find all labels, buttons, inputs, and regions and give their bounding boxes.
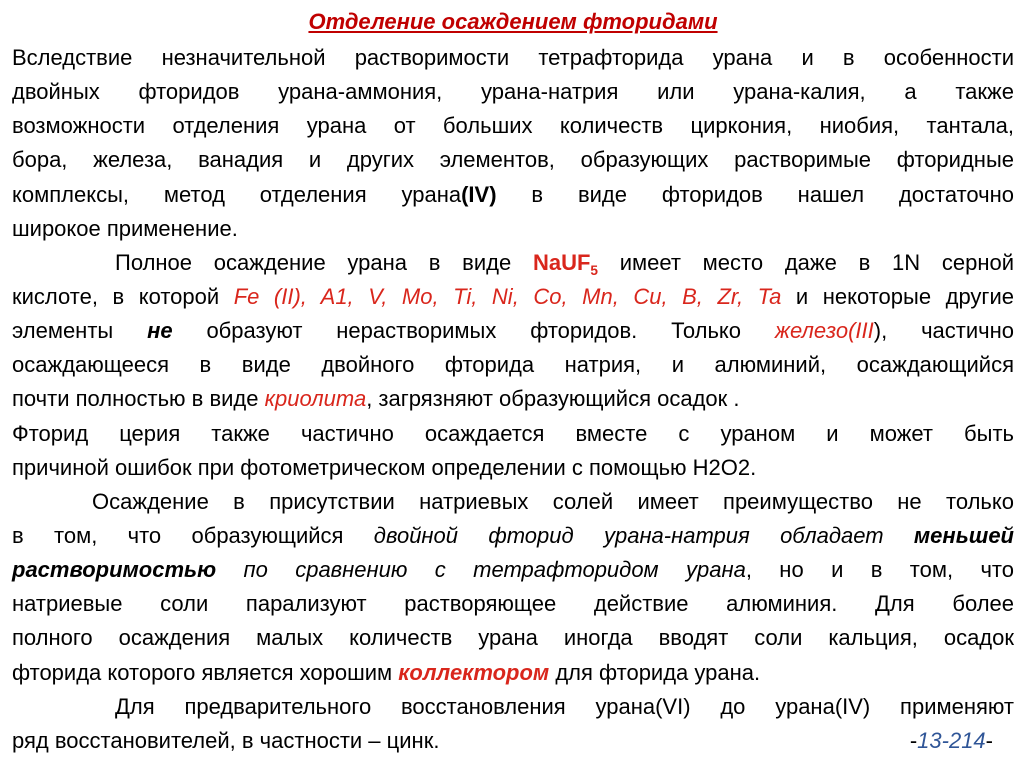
- text-line: [12, 212, 1014, 246]
- text-segment: осаждающееся в виде двойного фторида натрия, и алюминий, осаждающийся: [12, 352, 1014, 378]
- text-segment: Полное осаждение урана в виде: [115, 249, 533, 275]
- text-line: [12, 143, 1014, 177]
- formula-nauf5: NaUF: [532, 249, 591, 275]
- text-segment: Фторид церия также частично осаждается вместе с ураном и может быть: [12, 420, 1014, 446]
- paragraph: [12, 246, 1014, 417]
- formula-subscript: 5: [590, 262, 598, 278]
- text-segment: полного осаждения малых количеств урана иногда вводят соли кальция, осадок: [12, 625, 1014, 651]
- italic-phrase: двойной фторид урана-натрия обладает: [373, 522, 914, 548]
- text-line: [12, 246, 1014, 280]
- page-number-prefix: -: [909, 727, 918, 753]
- text-segment: для фторида урана.: [549, 659, 761, 685]
- text-line: [12, 656, 1014, 690]
- text-segment: , но и в том, что: [745, 557, 1014, 583]
- text-line: [12, 348, 1014, 382]
- paragraph: [12, 417, 1014, 485]
- text-segment: , загрязняют образующийся осадок .: [366, 386, 740, 412]
- element-list: Fe (II), A1, V, Mo, Ti, Ni, Co, Mn, Cu, B, Zr, Ta: [233, 283, 782, 309]
- text-segment: кислоте, в которой: [12, 283, 234, 309]
- text-line: [12, 178, 1014, 212]
- text-line: [12, 587, 1014, 621]
- emphasis-bold-italic: меньшей: [913, 522, 1014, 548]
- text-segment: ряд восстановителей, в частности – цинк.: [12, 727, 440, 753]
- text-segment: ), частично: [873, 318, 1014, 344]
- term-collector: коллектором: [398, 659, 550, 685]
- text-line: [12, 314, 1014, 348]
- text-segment: причиной ошибок при фотометрическом определении с помощью Н2О2.: [12, 454, 757, 480]
- emphasis-bold-italic: растворимостью: [12, 557, 217, 583]
- text-segment: широкое применение.: [12, 215, 238, 241]
- page-number: [910, 724, 993, 758]
- text-line: [12, 690, 1014, 724]
- text-line: [12, 75, 1014, 109]
- text-segment: бора, железа, ванадия и других элементов, образующих растворимые фторидные: [12, 147, 1014, 173]
- slide-title: Отделение осаждением фторидами: [308, 9, 718, 34]
- paragraph: [12, 485, 1014, 690]
- page-number-suffix: -: [985, 727, 993, 753]
- text-line: [12, 382, 1014, 416]
- text-segment: имеет место даже в 1N серной: [597, 249, 1014, 275]
- emphasis-not: не: [147, 318, 173, 344]
- paragraph: [12, 690, 1014, 758]
- text-segment: образуют нерастворимых фторидов. Только: [172, 318, 775, 344]
- italic-phrase: по сравнению с тетрафторидом урана: [216, 557, 746, 583]
- page-number-value: 13-214: [917, 727, 986, 753]
- text-segment: в том, что образующийся: [12, 522, 374, 548]
- text-segment: Осаждение в присутствии натриевых солей имеет преимущество не только: [92, 488, 1014, 514]
- text-line: [12, 451, 1014, 485]
- text-line: [12, 621, 1014, 655]
- oxidation-state-bold: (IV): [461, 181, 497, 207]
- text-segment: комплексы, метод отделения урана: [12, 181, 462, 207]
- text-line: [12, 109, 1014, 143]
- text-line: [12, 417, 1014, 451]
- term-iron-iii: железо(III: [774, 318, 874, 344]
- text-line: [12, 280, 1014, 314]
- text-segment: натриевые соли парализуют растворяющее действие алюминия. Для более: [12, 591, 1014, 617]
- term-cryolite: криолита: [264, 386, 367, 412]
- text-segment: фторида которого является хорошим: [12, 659, 399, 685]
- text-segment: почти полностью в виде: [12, 386, 265, 412]
- document-page: [12, 5, 1014, 758]
- text-segment: двойных фторидов урана-аммония, урана-натрия или урана-калия, а также: [12, 79, 1014, 105]
- text-segment: и некоторые другие: [781, 283, 1014, 309]
- text-segment: Вследствие незначительной растворимости тетрафторида урана и в особенности: [12, 45, 1014, 70]
- text-segment: в виде фторидов нашел достаточно: [496, 181, 1014, 207]
- text-line: [12, 724, 1014, 758]
- text-line: [12, 553, 1014, 587]
- text-line: [12, 41, 1014, 75]
- text-line: [12, 519, 1014, 553]
- text-segment: Для предварительного восстановления урана(VI) до урана(IV) применяют: [115, 693, 1014, 719]
- text-segment: возможности отделения урана от больших количеств циркония, ниобия, тантала,: [12, 113, 1014, 139]
- text-segment: элементы: [12, 318, 148, 344]
- paragraph: [12, 41, 1014, 246]
- text-line: [12, 485, 1014, 519]
